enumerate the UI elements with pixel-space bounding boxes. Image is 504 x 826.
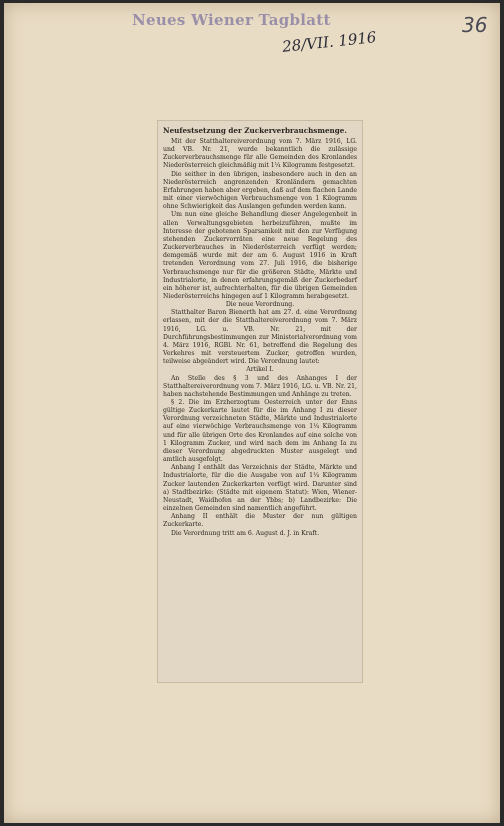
article-paragraph: Die Verordnung tritt am 6. August d. J. in Kraft. — [171, 529, 320, 537]
article-body — [163, 138, 357, 538]
article-paragraph: Mit der Statthaltereiverordnung vom 7. März 1916, LG. und VB. Nr. 21, wurde bekanntlich die zulässige Zuckerverbrauchsmenge für alle Gemeinden des Kronlandes Niederösterreich gleichmäßig mit 1¼ Kilogramm festgesetzt. — [163, 138, 357, 170]
archive-sheet — [4, 3, 500, 823]
handwritten-date: 28/VII. 1916 — [281, 28, 378, 56]
section-heading: Die neue Verordnung. — [225, 301, 295, 309]
article-paragraph: Um nun eine gleiche Behandlung dieser Angelegenheit in allen Verwaltungsgebieten herbeizuführen, mußte im Interesse der gebotenen Sparsamkeit mit den zur Verfügung stehenden Zuckervorräten eine neue Regelung des Zuckerverbrauches in Niederösterreich verfügt werden; demgemäß wurde mit der am 6. August 1916 in Kraft tretenden Verordnung vom 27. Juli 1916, die bisherige Verbrauchsmenge nur für die größeren Städte, Märkte und Industrialorte, in denen erfahrungsgemäß der Zuckerbedarf ein höherer ist, aufrechterhalten, für die übrigen Gemeinden Niederösterreichs hingegen auf 1 Kilogramm herabgesetzt. — [163, 211, 357, 300]
article-title: Neufestsetzung der Zuckerverbrauchsmenge. — [163, 126, 347, 135]
archive-number: 36 — [462, 13, 488, 37]
article-paragraph: Die seither in den übrigen, insbesondere auch in den an Niederösterreich angrenzenden Kronländern gemachten Erfahrungen haben aber ergeben, daß auf dem flachen Lande mit einer vierwöchigen Verbrauchsmenge von 1 Kilogramm ohne Schwierigkeit das Auslangen gefunden werden kann. — [163, 170, 357, 211]
article-paragraph: An Stelle des § 3 und des Anhanges I der Statthaltereiverordnung vom 7. März 1916, LG. u. VB. Nr. 21, haben nachstehende Bestimmungen und Anhänge zu treten. — [163, 374, 357, 398]
article-paragraph: Statthalter Baron Bienerth hat am 27. d. eine Verordnung erlassen, mit der die Statthaltereiverordnung vom 7. März 1916, LG. u. VB. Nr. 21, mit der Durchführungsbestimmungen zur Ministerialverordnung vom 4. März 1916, RGBl. Nr. 61, betreffend die Regelung des Verkehres mit versteuertem Zucker, getroffen wurden, teilweise abgeändert wird. Die Verordnung lautet: — [163, 309, 357, 366]
newspaper-clipping — [157, 120, 363, 683]
article-paragraph: Anhang I enthält das Verzeichnis der Städte, Märkte und Industrialorte, für die die Ausgabe von auf 1¼ Kilogramm Zucker lautenden Zuckerkarten verfügt wird. Darunter sind a) Stadtbezirke: (Städte mit eigenem Statut): Wien, Wiener-Neustadt, Waidhofen an der Ybbs; b) Landbezirke: Die einzelnen Gemeinden sind namentlich angeführt. — [163, 464, 357, 513]
article-paragraph: § 2. Die im Erzherzogtum Oesterreich unter der Enns gültige Zuckerkarte lautet für die im Anhang I zu dieser Verordnung verzeichneten Städte, Märkte und Industrialorte auf eine vierwöchige Verbrauchsmenge von 1¼ Kilogramm und für alle übrigen Orte des Kronlandes auf eine solche von 1 Kilogramm Zucker, und wird nach dem im Anhang Ia zu dieser Verordnung abgedruckten Muster ausgelegt und amtlich ausgefolgt. — [163, 399, 357, 464]
section-heading: Artikel I. — [246, 366, 274, 374]
newspaper-masthead: Neues Wiener Tagblatt — [132, 11, 331, 29]
article-paragraph: Anhang II enthält die Muster der nun gültigen Zuckerkarte. — [163, 513, 357, 529]
